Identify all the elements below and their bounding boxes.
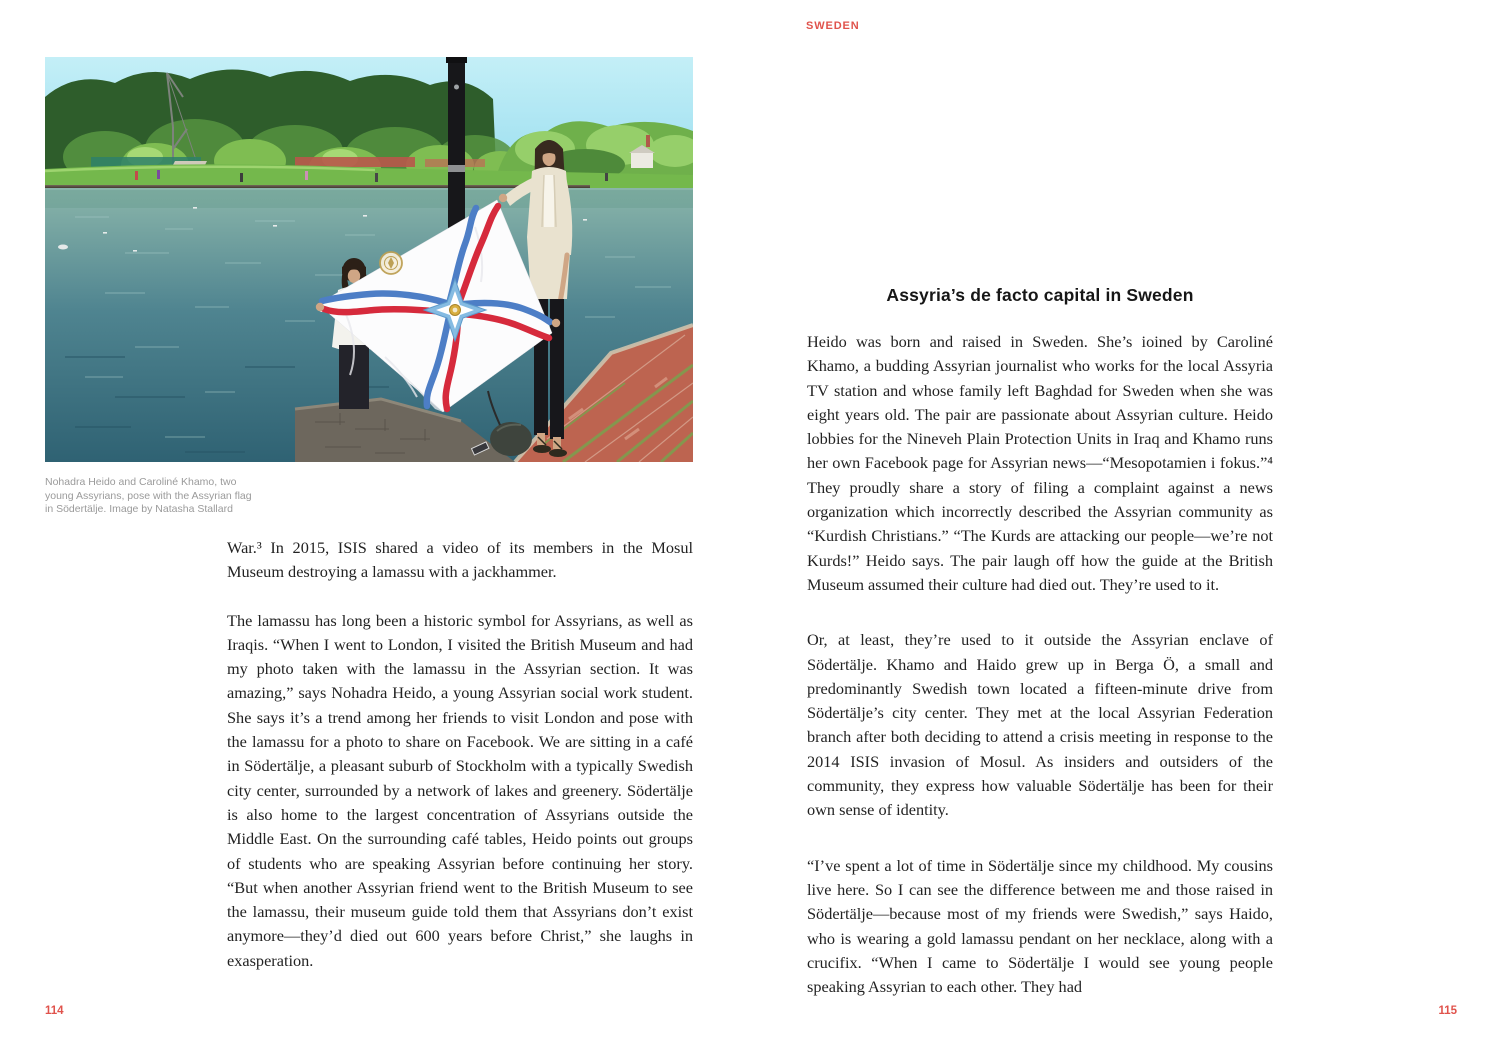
- page-number-right: 115: [1438, 1005, 1457, 1017]
- page-number-left: 114: [45, 1005, 64, 1017]
- paragraph: “I’ve spent a lot of time in Södertälje since my childhood. My cousins live here. So I can see the difference between me and those raised in Södertälje—because most of my friends were Swedish,” says Haido, who is wearing a gold lamassu pendant on her necklace, along with a crucifix. “When I came to Södertälje I would see young people speaking Assyrian to each other. They had: [807, 855, 1273, 997]
- photo-caption: Nohadra Heido and Caroliné Khamo, two young Assyrians, pose with the Assyrian flag in Södertälje. Image by Natasha Stallard: [45, 476, 252, 515]
- photo-lake-scene: [45, 57, 693, 462]
- right-page-body: [807, 330, 1273, 1030]
- section-heading: Assyria’s de facto capital in Sweden: [886, 285, 1194, 305]
- swan: [58, 245, 68, 250]
- paragraph: The lamassu has long been a historic symbol for Assyrians, as well as Iraqis. “When I went to London, I visited the British Museum and had my photo taken with the lamassu in the Assyrian section. It was amazing,” says Nohadra Heido, a young Assyrian social work student. She says it’s a trend among her friends to visit London and pose with the lamassu for a photo to share on Facebook. We are sitting in a café in Södertälje, a pleasant suburb of Stockholm with a typically Swedish city center, surrounded by a network of lakes and greenery. Södertälje is also home to the largest concentration of Assyrians outside the Middle East. On the surrounding café tables, Heido points out groups of students who are speaking Assyrian before continuing her story. “But when another Assyrian friend went to the British Museum to see the lamassu, their museum guide told them that Assyrians don’t exist anymore—they’d died out 600 years before Christ,” she laughs in exasperation.: [227, 610, 693, 970]
- white-building: [631, 153, 653, 168]
- paragraph: Heido was born and raised in Sweden. She’s ioined by Caroliné Khamo, a budding Assyrian journalist who works for the local Assyria TV station and whose family left Baghdad for Sweden when she was eight years old. The pair are passionate about Assyrian culture. Heido lobbies for the Nineveh Plain Protection Units in Iraq and Khamo runs her own Facebook page for Assyrian news—“Mesopotamien i fokus.”⁴ They proudly share a story of filing a complaint against a news organization which incorrectly described the Assyrian community as “Kurdish Christians.” “The Kurds are attacking our people—we’re not Kurds!” Heido says. The pair laugh off how the guide at the British Museum assumed their culture had died out. They’re used to it.: [807, 332, 1273, 594]
- gold-emblem: [380, 252, 402, 274]
- paragraph: War.³ In 2015, ISIS shared a video of its members in the Mosul Museum destroying a lamassu with a jackhammer.: [227, 538, 693, 582]
- section-label: SWEDEN: [806, 20, 860, 32]
- paragraph: Or, at least, they’re used to it outside the Assyrian enclave of Södertälje. Khamo and Haido grew up in Berga Ö, a small and predominantly Swedish town located a fifteen-minute drive from Södertälje’s city center. They met at the local Assyrian Federation branch after both deciding to attend a crisis meeting in response to the 2014 ISIS invasion of Mosul. As insiders and outsiders of the community, they express how valuable Södertälje has been for their own sense of identity.: [807, 630, 1273, 820]
- photo-illustration: [45, 57, 693, 462]
- left-page-body: [227, 536, 693, 997]
